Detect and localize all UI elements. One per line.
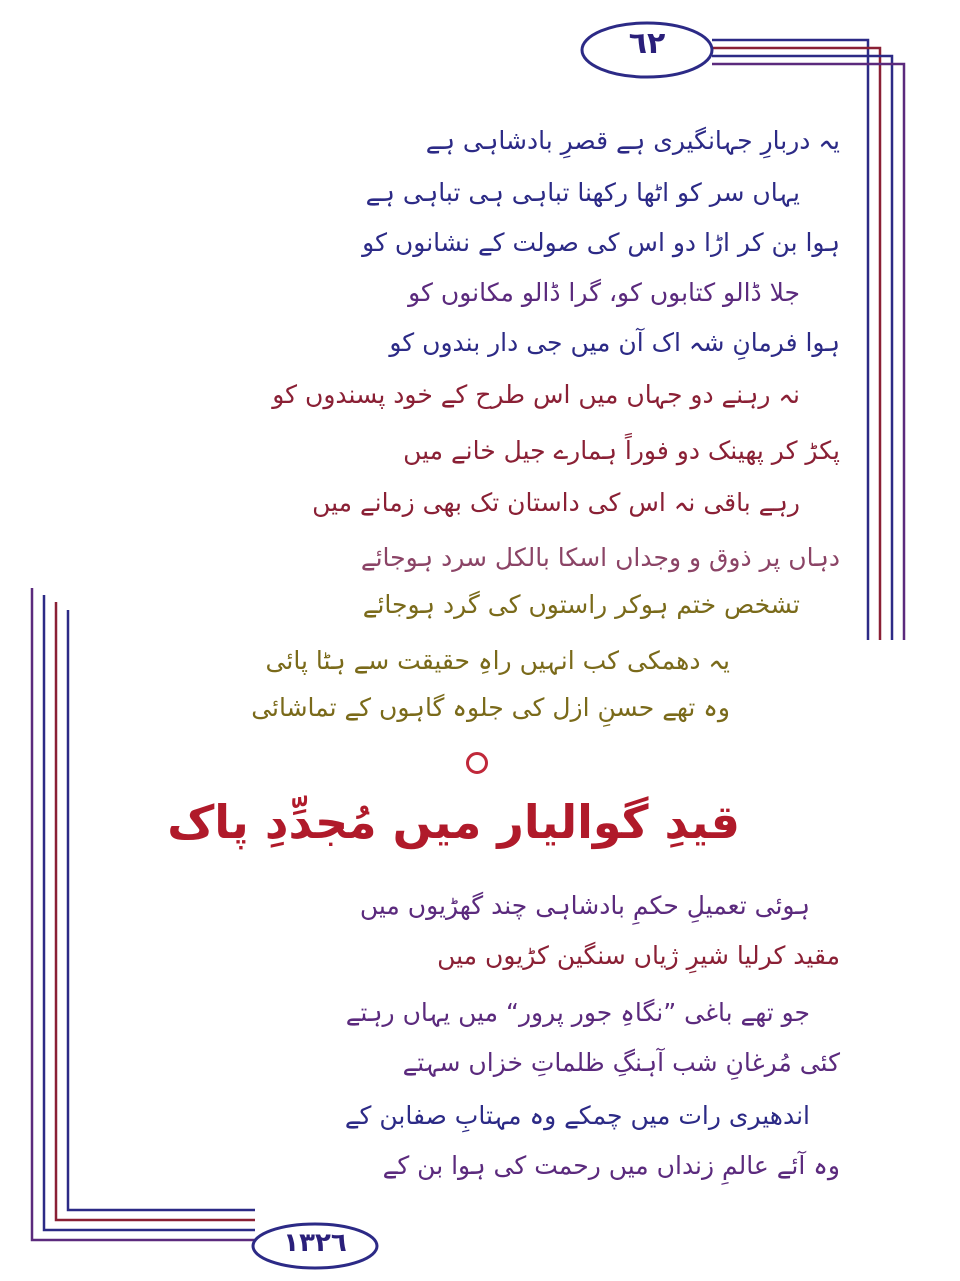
verse-line: ہوا فرمانِ شہ اک آن میں جی دار بندوں کو bbox=[389, 328, 840, 357]
verse-line: مقید کرلیا شیرِ ژیاں سنگین کڑیوں میں bbox=[437, 941, 840, 970]
section-heading: قیدِ گوالیار میں مُجدِّدِ پاک bbox=[167, 795, 740, 849]
verse-line: رہے باقی نہ اس کی داستان تک بھی زمانے میں bbox=[312, 488, 800, 517]
verse-line: کئی مُرغانِ شب آہنگِ ظلماتِ خزاں سہتے bbox=[402, 1048, 840, 1077]
verse-line: جلا ڈالو کتابوں کو، گرا ڈالو مکانوں کو bbox=[408, 278, 800, 307]
verse-line: جو تھے باغی ”نگاہِ جور پرور“ میں یہاں رہتے bbox=[345, 998, 810, 1027]
top-page-number: ٦٢ bbox=[628, 26, 666, 61]
bottom-page-number: ١٣٢٦ bbox=[283, 1228, 347, 1258]
verse-line: ہوا بن کر اڑا دو اس کی صولت کے نشانوں کو bbox=[362, 228, 840, 257]
verse-line: دہاں پر ذوق و وجداں اسکا بالکل سرد ہوجائے bbox=[360, 543, 840, 572]
verse-line: اندھیری رات میں چمکے وہ مہتابِ صفابن کے bbox=[344, 1101, 810, 1130]
verse-line: یہاں سر کو اٹھا رکھنا تباہی ہی تباہی ہے bbox=[365, 178, 800, 207]
ornament-circle bbox=[466, 752, 488, 774]
verse-line: ہوئی تعمیلِ حکمِ بادشاہی چند گھڑیوں میں bbox=[359, 891, 810, 920]
verse-line: وہ تھے حسنِ ازل کی جلوہ گاہوں کے تماشائی bbox=[251, 693, 730, 722]
verse-line: یہ دربارِ جہانگیری ہے قصرِ بادشاہی ہے bbox=[425, 126, 840, 155]
verse-line: وہ آئے عالمِ زنداں میں رحمت کی ہوا بن کے bbox=[382, 1151, 840, 1180]
verse-line: یہ دھمکی کب انہیں راہِ حقیقت سے ہٹا پائی bbox=[265, 646, 730, 675]
verse-line: پکڑ کر پھینک دو فوراً ہمارے جیل خانے میں bbox=[403, 436, 840, 465]
verse-line: نہ رہنے دو جہاں میں اس طرح کے خود پسندوں کو bbox=[272, 380, 800, 409]
verse-line: تشخص ختم ہوکر راستوں کی گرد ہوجائے bbox=[362, 590, 800, 619]
